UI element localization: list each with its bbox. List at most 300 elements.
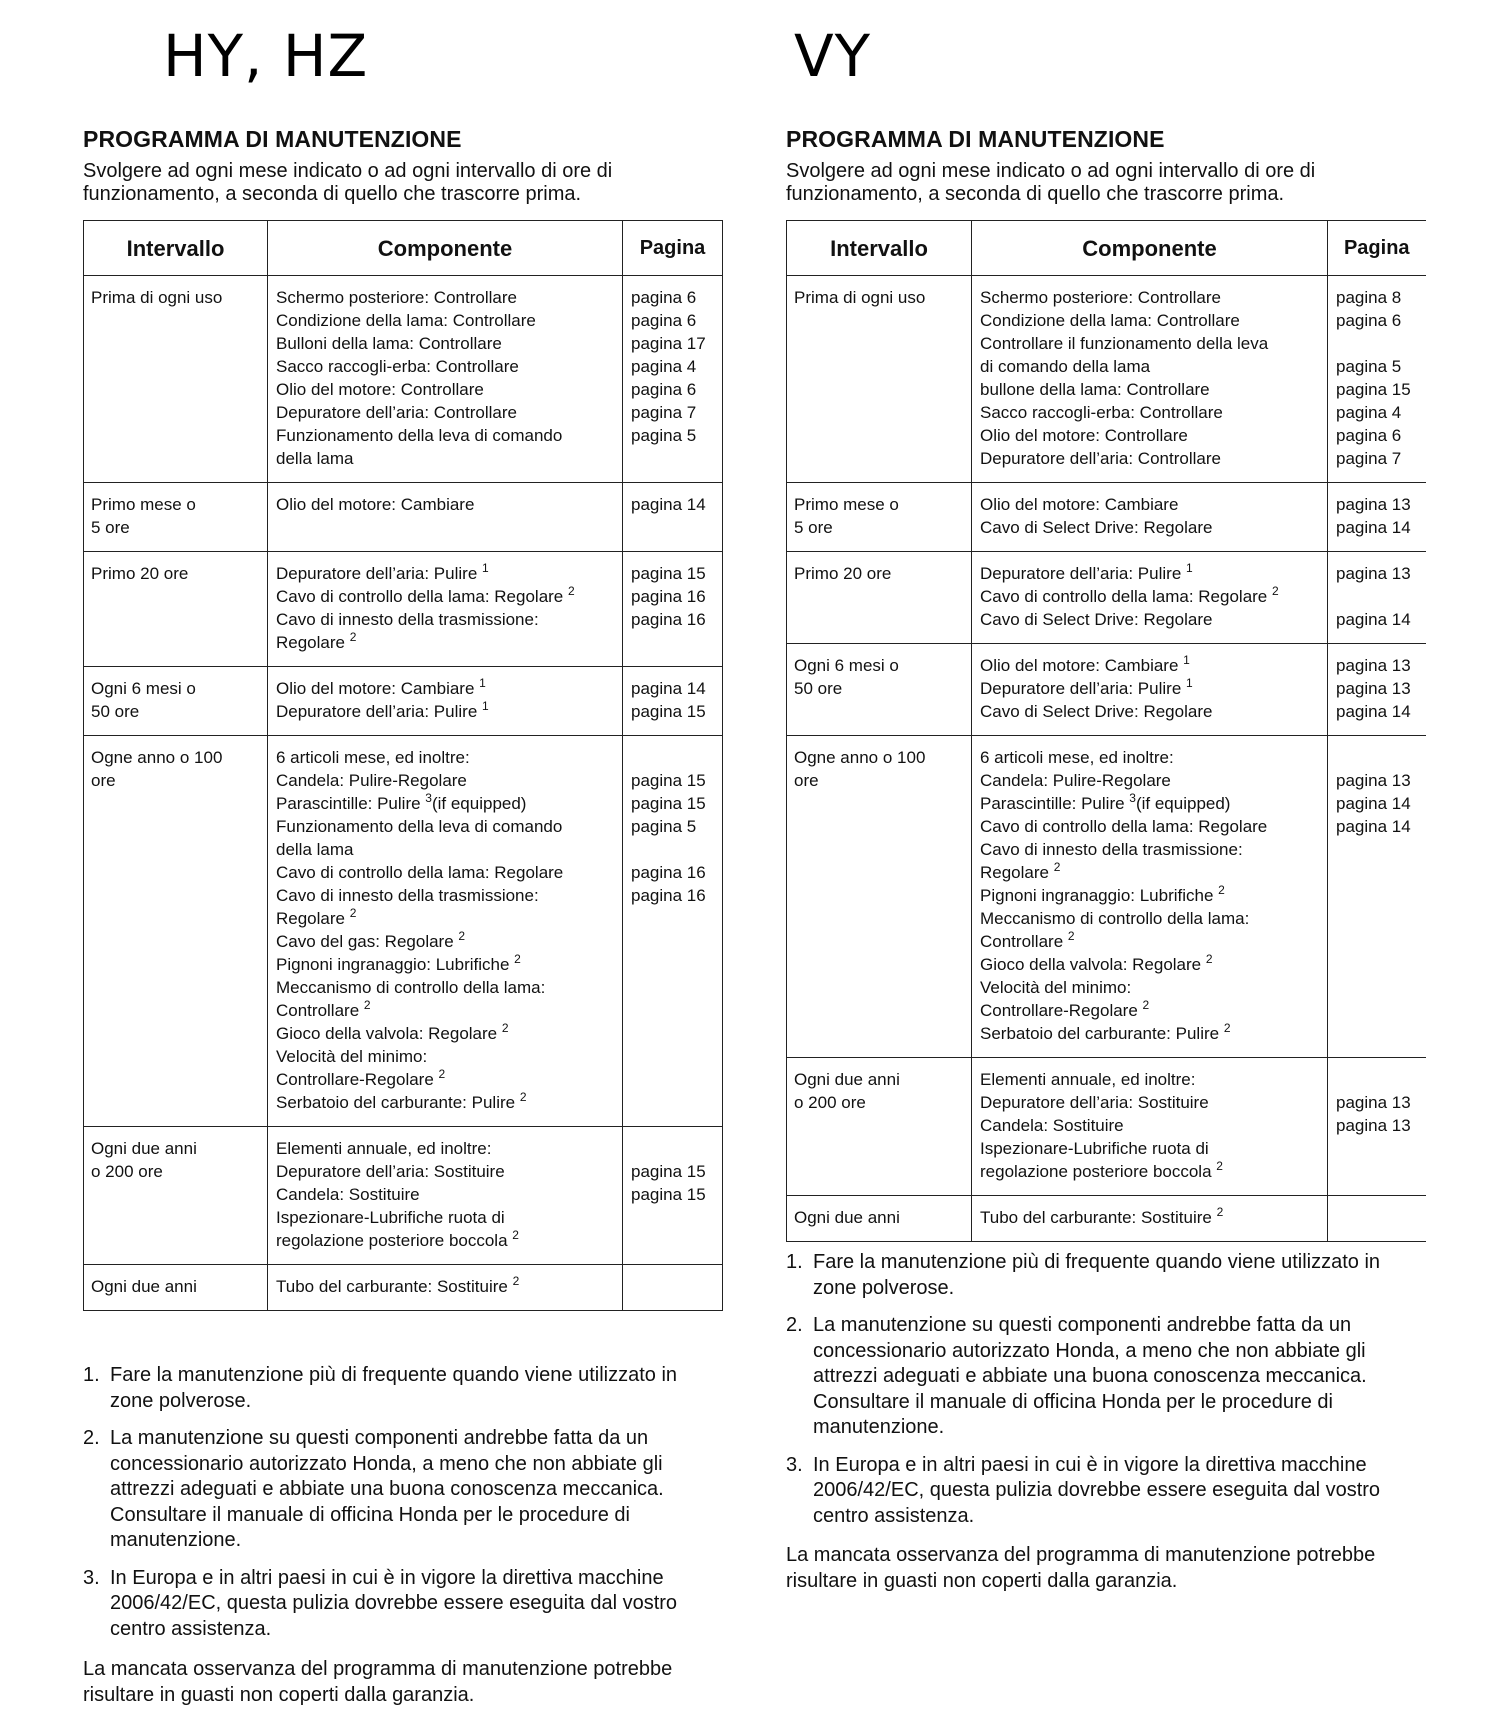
component-text: Controllare-Regolare [980, 1001, 1143, 1020]
page-ref: pagina 7 [1336, 449, 1402, 468]
page-ref: pagina 14 [1336, 817, 1411, 836]
footnote-line: concessionario autorizzato Honda, a meno che non abbiate gli [813, 1339, 1366, 1362]
interval-cell [84, 667, 268, 736]
component-text: regolazione posteriore boccola [276, 1231, 513, 1250]
closing-line: risultare in guasti non coperti dalla garanzia. [786, 1569, 1178, 1592]
component-item [980, 1068, 1319, 1091]
component-text: Schermo posteriore: Controllare [276, 288, 517, 307]
component-item [276, 677, 614, 700]
component-text: della lama [276, 840, 354, 859]
table-row [787, 644, 1426, 736]
component-cell [972, 276, 1328, 483]
table-row [84, 667, 723, 736]
interval-label: Ogni 6 mesi o [794, 656, 899, 675]
component-text: Parascintille: Pulire [276, 794, 426, 813]
footnote-ref: 2 [349, 630, 357, 644]
component-text: 6 articoli mese, ed inoltre: [980, 748, 1174, 767]
footnote-ref: 2 [1218, 883, 1225, 897]
table-row [84, 552, 723, 667]
footnote-number: 3. [786, 1453, 803, 1476]
page-ref: pagina 6 [1336, 426, 1402, 445]
component-text: Olio del motore: Controllare [980, 426, 1188, 445]
page-cell [1328, 483, 1426, 552]
component-text: della lama [276, 449, 354, 468]
interval-cell [84, 276, 268, 483]
component-item [980, 1114, 1319, 1137]
page-ref [631, 746, 714, 769]
closing-line: La mancata osservanza del programma di manutenzione potrebbe [786, 1544, 1376, 1566]
component-text: Schermo posteriore: Controllare [980, 288, 1221, 307]
component-text: Cavo di controllo della lama: Regolare [276, 587, 568, 606]
component-cell [972, 644, 1328, 736]
component-text: Elementi annuale, ed inoltre: [980, 1070, 1196, 1089]
page-ref: pagina 6 [631, 288, 697, 307]
component-item [276, 424, 614, 447]
footnote-line: centro assistenza. [110, 1617, 272, 1640]
component-text: Olio del motore: Cambiare [980, 656, 1184, 675]
component-item [980, 332, 1319, 355]
interval-label: o 200 ore [794, 1093, 866, 1112]
component-text: Regolare [276, 909, 350, 928]
table-row [84, 276, 723, 483]
footnote-ref: 2 [1142, 998, 1150, 1012]
component-text: Cavo di Select Drive: Regolare [980, 702, 1213, 721]
interval-cell [787, 1058, 972, 1196]
page-ref [1336, 1068, 1418, 1091]
component-item [980, 884, 1319, 907]
interval-label: Primo 20 ore [794, 564, 892, 583]
component-text: Ispezionare-Lubrifiche ruota di [980, 1139, 1209, 1158]
component-item [276, 1022, 614, 1045]
component-item [276, 884, 614, 907]
model-heading: HY, HZ [163, 22, 369, 90]
component-text: Regolare [276, 633, 350, 652]
intro-line: Svolgere ad ogni mese indicato o ad ogni intervallo di ore di [83, 160, 613, 182]
interval-label: Ogni due anni [91, 1139, 197, 1158]
component-text: Serbatoio del carburante: Pulire [276, 1093, 520, 1112]
footnote-ref: 2 [1216, 1205, 1224, 1219]
component-cell [268, 1265, 623, 1311]
component-text: Velocità del minimo: [980, 978, 1132, 997]
component-text: Candela: Sostituire [276, 1185, 420, 1204]
component-item [980, 1091, 1319, 1114]
table-row [84, 1265, 723, 1311]
component-text: Sacco raccogli-erba: Controllare [980, 403, 1223, 422]
page-cell [1328, 1196, 1426, 1242]
component-text: Pignoni ingranaggio: Lubrifiche [276, 955, 515, 974]
component-item [276, 562, 614, 585]
page-ref [1336, 332, 1418, 355]
component-item [980, 1206, 1319, 1229]
interval-label: ore [794, 771, 819, 790]
component-cell [268, 552, 623, 667]
footnote-ref: 2 [501, 1021, 509, 1035]
component-item [980, 815, 1319, 838]
component-item [276, 585, 614, 608]
component-cell [972, 736, 1328, 1058]
footnote-ref: 2 [519, 1090, 527, 1104]
page-cell [623, 276, 723, 483]
footnote-line: zone polverose. [110, 1389, 252, 1412]
table-row [787, 1058, 1426, 1196]
component-item [276, 493, 614, 516]
table-header-row [84, 221, 723, 276]
component-text: Sacco raccogli-erba: Controllare [276, 357, 519, 376]
page-cell [1328, 276, 1426, 483]
component-text: Olio del motore: Cambiare [276, 679, 480, 698]
interval-cell [787, 1196, 972, 1242]
footnote-line: manutenzione. [110, 1529, 242, 1551]
closing-line: La mancata osservanza del programma di manutenzione potrebbe [83, 1658, 673, 1680]
component-item [276, 608, 614, 631]
page-ref: pagina 13 [1336, 771, 1411, 790]
page-cell [1328, 644, 1426, 736]
component-text: Depuratore dell’aria: Pulire [276, 702, 482, 721]
component-item [276, 1045, 614, 1068]
page-ref: pagina 15 [631, 794, 706, 813]
interval-label: Ogni due anni [794, 1208, 900, 1227]
component-item [980, 953, 1319, 976]
page-ref: pagina 14 [1336, 794, 1411, 813]
page-ref: pagina 5 [1336, 357, 1402, 376]
page-ref: pagina 13 [1336, 1093, 1411, 1112]
component-item [980, 493, 1319, 516]
component-item [276, 1206, 614, 1229]
table-row [84, 483, 723, 552]
page-cell [1328, 1058, 1426, 1196]
footnote-ref: 2 [1223, 1021, 1231, 1035]
page-cell [623, 1265, 723, 1311]
component-item [276, 1137, 614, 1160]
component-text: 6 articoli mese, ed inoltre: [276, 748, 470, 767]
page-ref: pagina 14 [1336, 610, 1411, 629]
component-item [276, 332, 614, 355]
component-text: Funzionamento della leva di comando [276, 426, 563, 445]
component-item [980, 861, 1319, 884]
component-item [276, 1229, 614, 1252]
footnote-item [83, 1363, 723, 1414]
interval-cell [84, 1265, 268, 1311]
component-text: Controllare [276, 1001, 364, 1020]
page-ref [631, 1137, 714, 1160]
component-text: regolazione posteriore boccola [980, 1162, 1217, 1181]
footnote-line: In Europa e in altri paesi in cui è in vigore la direttiva macchine [110, 1566, 664, 1589]
component-text: Depuratore dell’aria: Pulire [980, 679, 1186, 698]
interval-cell [787, 552, 972, 644]
component-text: Gioco della valvola: Regolare [980, 955, 1206, 974]
page-cell [623, 736, 723, 1127]
component-item [980, 930, 1319, 953]
footnote-item [786, 1453, 1426, 1530]
page-ref: pagina 13 [1336, 1116, 1411, 1135]
component-item [980, 769, 1319, 792]
footnote-ref: 2 [512, 1228, 519, 1242]
component-cell [268, 667, 623, 736]
footnote-line: La manutenzione su questi componenti andrebbe fatta da un [110, 1427, 649, 1449]
interval-label: Prima di ogni uso [91, 288, 223, 307]
interval-label: 5 ore [91, 518, 130, 537]
component-item [980, 562, 1319, 585]
component-text: Cavo di controllo della lama: Regolare [980, 817, 1268, 836]
component-item [980, 424, 1319, 447]
component-item [980, 654, 1319, 677]
interval-label: Primo mese o [794, 495, 899, 514]
component-text: Candela: Pulire-Regolare [980, 771, 1171, 790]
page-ref: pagina 7 [631, 403, 697, 422]
intro-text [83, 160, 703, 206]
component-text: Gioco della valvola: Regolare [276, 1024, 502, 1043]
component-item [980, 838, 1319, 861]
component-text: Meccanismo di controllo della lama: [980, 909, 1250, 928]
component-item [980, 1137, 1319, 1160]
component-cell [972, 552, 1328, 644]
footnote-line: In Europa e in altri paesi in cui è in vigore la direttiva macchine [813, 1453, 1367, 1476]
component-text: Meccanismo di controllo della lama: [276, 978, 546, 997]
intro-line: funzionamento, a seconda di quello che trascorre prima. [786, 183, 1285, 205]
footnote-line: attrezzi adeguati e abbiate una buona conoscenza meccanica. [110, 1478, 664, 1500]
component-item [276, 447, 614, 470]
table-row [787, 1196, 1426, 1242]
component-item [980, 999, 1319, 1022]
table-row [787, 483, 1426, 552]
interval-cell [84, 552, 268, 667]
component-text: Cavo di Select Drive: Regolare [980, 518, 1213, 537]
component-item [980, 286, 1319, 309]
component-text: Depuratore dell’aria: Controllare [980, 449, 1221, 468]
maintenance-table [83, 220, 723, 1311]
component-item [980, 700, 1319, 723]
page-ref: pagina 16 [631, 587, 706, 606]
component-text: Depuratore dell’aria: Pulire [980, 564, 1186, 583]
footnote-ref: 1 [1186, 561, 1193, 575]
component-item [276, 1160, 614, 1183]
interval-label: 50 ore [794, 679, 843, 698]
component-text: Pignoni ingranaggio: Lubrifiche [980, 886, 1219, 905]
footnote-ref: 2 [1053, 860, 1061, 874]
component-text: Ispezionare-Lubrifiche ruota di [276, 1208, 505, 1227]
footnote-ref: 3 [425, 791, 432, 805]
component-text: Cavo di Select Drive: Regolare [980, 610, 1213, 629]
footnote-line: zone polverose. [813, 1276, 955, 1299]
interval-label: Primo mese o [91, 495, 196, 514]
footnote-line: manutenzione. [813, 1416, 945, 1438]
interval-label: ore [91, 771, 116, 790]
interval-cell [84, 736, 268, 1127]
interval-cell [84, 483, 268, 552]
closing-note [83, 1657, 723, 1708]
component-item [276, 838, 614, 861]
component-text: Bulloni della lama: Controllare [276, 334, 502, 353]
header-component: Componente [972, 221, 1328, 276]
component-text: Depuratore dell’aria: Sostituire [980, 1093, 1209, 1112]
component-text: Candela: Sostituire [980, 1116, 1124, 1135]
footnote-ref: 2 [1272, 584, 1279, 598]
footnote-ref: 2 [512, 1274, 520, 1288]
footnote-ref: 2 [568, 584, 575, 598]
component-text: Olio del motore: Cambiare [980, 495, 1179, 514]
maintenance-table [786, 220, 1426, 1242]
component-text: Olio del motore: Cambiare [276, 495, 475, 514]
table-row [84, 1127, 723, 1265]
interval-label: 50 ore [91, 702, 140, 721]
component-text: Velocità del minimo: [276, 1047, 428, 1066]
interval-cell [787, 276, 972, 483]
header-interval: Intervallo [84, 221, 268, 276]
footnote-number: 1. [83, 1364, 100, 1386]
component-item [980, 516, 1319, 539]
section-title: PROGRAMMA DI MANUTENZIONE [786, 126, 1165, 152]
header-component: Componente [268, 221, 623, 276]
component-item [980, 355, 1319, 378]
component-text: Cavo di innesto della trasmissione: [980, 840, 1243, 859]
component-text: Cavo di controllo della lama: Regolare [980, 587, 1272, 606]
header-page: Pagina [623, 221, 723, 276]
footnote-ref: 1 [479, 676, 486, 690]
component-suffix: (if equipped) [1135, 794, 1231, 813]
component-item [276, 286, 614, 309]
component-item [980, 1022, 1319, 1045]
footnote-item [786, 1250, 1426, 1301]
table-body [84, 276, 723, 1311]
component-item [276, 976, 614, 999]
interval-cell [787, 736, 972, 1058]
closing-note [786, 1543, 1426, 1594]
component-item [276, 309, 614, 332]
component-item [276, 930, 614, 953]
component-item [980, 608, 1319, 631]
component-text: Serbatoio del carburante: Pulire [980, 1024, 1224, 1043]
footnote-line: Fare la manutenzione più di frequente quando viene utilizzato in [813, 1251, 1381, 1273]
component-text: Tubo del carburante: Sostituire [980, 1208, 1217, 1227]
page-ref: pagina 14 [631, 495, 706, 514]
interval-label: Ogni due anni [91, 1277, 197, 1296]
component-text: Tubo del carburante: Sostituire [276, 1277, 513, 1296]
table-row [84, 736, 723, 1127]
component-text: di comando della lama [980, 357, 1151, 376]
component-item [980, 585, 1319, 608]
component-text: Cavo del gas: Regolare [276, 932, 459, 951]
component-item [276, 907, 614, 930]
page-ref: pagina 15 [631, 702, 706, 721]
component-text: Condizione della lama: Controllare [980, 311, 1240, 330]
component-item [276, 378, 614, 401]
page-ref: pagina 14 [1336, 702, 1411, 721]
footnote-number: 2. [83, 1427, 100, 1449]
interval-cell [787, 644, 972, 736]
page-cell [623, 1127, 723, 1265]
page-ref: pagina 15 [631, 1185, 706, 1204]
footnote-item [83, 1566, 723, 1643]
component-item [980, 401, 1319, 424]
component-item [980, 1160, 1319, 1183]
footnote-ref: 2 [363, 998, 371, 1012]
page-ref: pagina 15 [631, 771, 706, 790]
component-item [276, 792, 614, 815]
intro-text [786, 160, 1406, 206]
interval-label: Ogne anno o 100 [91, 748, 223, 767]
footnote-number: 3. [83, 1566, 100, 1589]
page-cell [623, 552, 723, 667]
page-cell [1328, 552, 1426, 644]
page-ref: pagina 15 [631, 1162, 706, 1181]
footnote-line: concessionario autorizzato Honda, a meno che non abbiate gli [110, 1452, 663, 1475]
page-ref: pagina 5 [631, 426, 697, 445]
footnote-ref: 2 [458, 929, 466, 943]
footnote-line: 2006/42/EC, questa pulizia dovrebbe essere eseguita dal vostro [110, 1592, 678, 1614]
page-ref: pagina 5 [631, 817, 697, 836]
component-text: Funzionamento della leva di comando [276, 817, 563, 836]
component-item [980, 746, 1319, 769]
footnote-ref: 1 [1183, 653, 1190, 667]
interval-label: o 200 ore [91, 1162, 163, 1181]
footnote-ref: 2 [1205, 952, 1213, 966]
component-text: Cavo di innesto della trasmissione: [276, 610, 539, 629]
component-cell [268, 736, 623, 1127]
footnotes [786, 1250, 1426, 1541]
page-ref [1336, 585, 1418, 608]
component-text: Depuratore dell’aria: Sostituire [276, 1162, 505, 1181]
component-text: Condizione della lama: Controllare [276, 311, 536, 330]
page-ref: pagina 8 [1336, 288, 1402, 307]
page-ref [1336, 746, 1418, 769]
component-item [980, 976, 1319, 999]
interval-label: Ogni due anni [794, 1070, 900, 1089]
footnotes [83, 1363, 723, 1654]
interval-label: 5 ore [794, 518, 833, 537]
page-ref: pagina 15 [1336, 380, 1411, 399]
footnote-number: 2. [786, 1314, 803, 1336]
footnote-ref: 1 [482, 699, 489, 713]
component-item [980, 309, 1319, 332]
page-ref: pagina 17 [631, 334, 706, 353]
component-cell [268, 1127, 623, 1265]
component-text: bullone della lama: Controllare [980, 380, 1210, 399]
component-text: Controllare il funzionamento della leva [980, 334, 1269, 353]
component-item [980, 792, 1319, 815]
footnote-ref: 2 [1067, 929, 1075, 943]
interval-label: Ogne anno o 100 [794, 748, 926, 767]
component-item [276, 1068, 614, 1091]
footnote-number: 1. [786, 1251, 803, 1273]
footnote-line: Consultare il manuale di officina Honda per le procedure di [813, 1390, 1333, 1413]
component-item [276, 700, 614, 723]
component-item [276, 401, 614, 424]
interval-label: Ogni 6 mesi o [91, 679, 196, 698]
component-text: Parascintille: Pulire [980, 794, 1130, 813]
component-text: Candela: Pulire-Regolare [276, 771, 467, 790]
component-item [980, 907, 1319, 930]
footnote-line: Consultare il manuale di officina Honda per le procedure di [110, 1503, 630, 1526]
page-ref: pagina 16 [631, 886, 706, 905]
component-cell [972, 483, 1328, 552]
table-row [787, 552, 1426, 644]
footnote-item [786, 1313, 1426, 1441]
intro-line: Svolgere ad ogni mese indicato o ad ogni intervallo di ore di [786, 160, 1316, 182]
footnote-ref: 2 [1216, 1159, 1223, 1173]
footnote-ref: 3 [1129, 791, 1136, 805]
component-item [980, 677, 1319, 700]
footnote-line: 2006/42/EC, questa pulizia dovrebbe essere eseguita dal vostro [813, 1479, 1381, 1501]
component-item [276, 815, 614, 838]
component-item [276, 999, 614, 1022]
component-suffix: (if equipped) [431, 794, 527, 813]
interval-label: Prima di ogni uso [794, 288, 926, 307]
component-text: Elementi annuale, ed inoltre: [276, 1139, 492, 1158]
component-text: Controllare-Regolare [276, 1070, 439, 1089]
page-ref: pagina 13 [1336, 564, 1411, 583]
component-item [276, 746, 614, 769]
page-ref: pagina 6 [1336, 311, 1402, 330]
